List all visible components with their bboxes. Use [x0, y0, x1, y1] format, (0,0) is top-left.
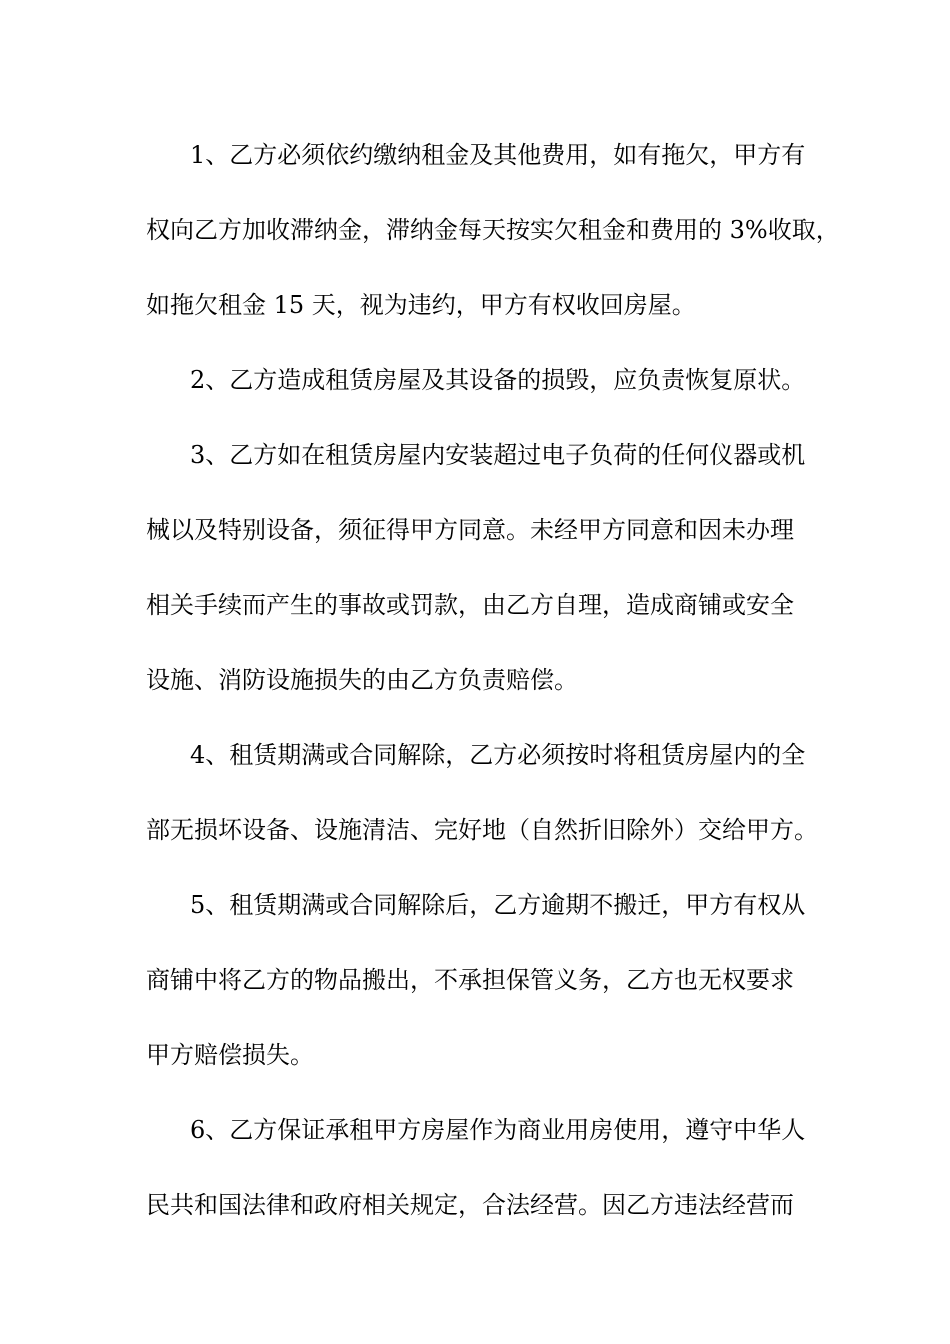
text-line: 3、乙方如在租赁房屋内安装超过电子负荷的任何仪器或机 [190, 441, 806, 469]
text-line: 甲方赔偿损失。 [146, 1041, 314, 1069]
text-line: 相关手续而产生的事故或罚款，由乙方自理，造成商铺或安全 [146, 591, 794, 619]
text-line: 6、乙方保证承租甲方房屋作为商业用房使用，遵守中华人 [190, 1116, 806, 1144]
text-line: 部无损坏设备、设施清洁、完好地（自然折旧除外）交给甲方。 [146, 816, 818, 844]
text-line: 民共和国法律和政府相关规定，合法经营。因乙方违法经营而 [146, 1191, 794, 1219]
text-line: 2、乙方造成租赁房屋及其设备的损毁，应负责恢复原状。 [190, 366, 806, 394]
text-line: 械以及特别设备，须征得甲方同意。未经甲方同意和因未办理 [146, 516, 794, 544]
text-line: 商铺中将乙方的物品搬出，不承担保管义务，乙方也无权要求 [146, 966, 794, 994]
text-line: 4、租赁期满或合同解除，乙方必须按时将租赁房屋内的全 [190, 741, 806, 769]
text-line: 1、乙方必须依约缴纳租金及其他费用，如有拖欠，甲方有 [190, 141, 806, 169]
text-line: 权向乙方加收滞纳金，滞纳金每天按实欠租金和费用的 3%收取， [146, 216, 840, 244]
text-line: 设施、消防设施损失的由乙方负责赔偿。 [146, 666, 578, 694]
text-line: 如拖欠租金 15 天，视为违约，甲方有权收回房屋。 [146, 291, 696, 319]
text-line: 5、租赁期满或合同解除后，乙方逾期不搬迁，甲方有权从 [190, 891, 806, 919]
